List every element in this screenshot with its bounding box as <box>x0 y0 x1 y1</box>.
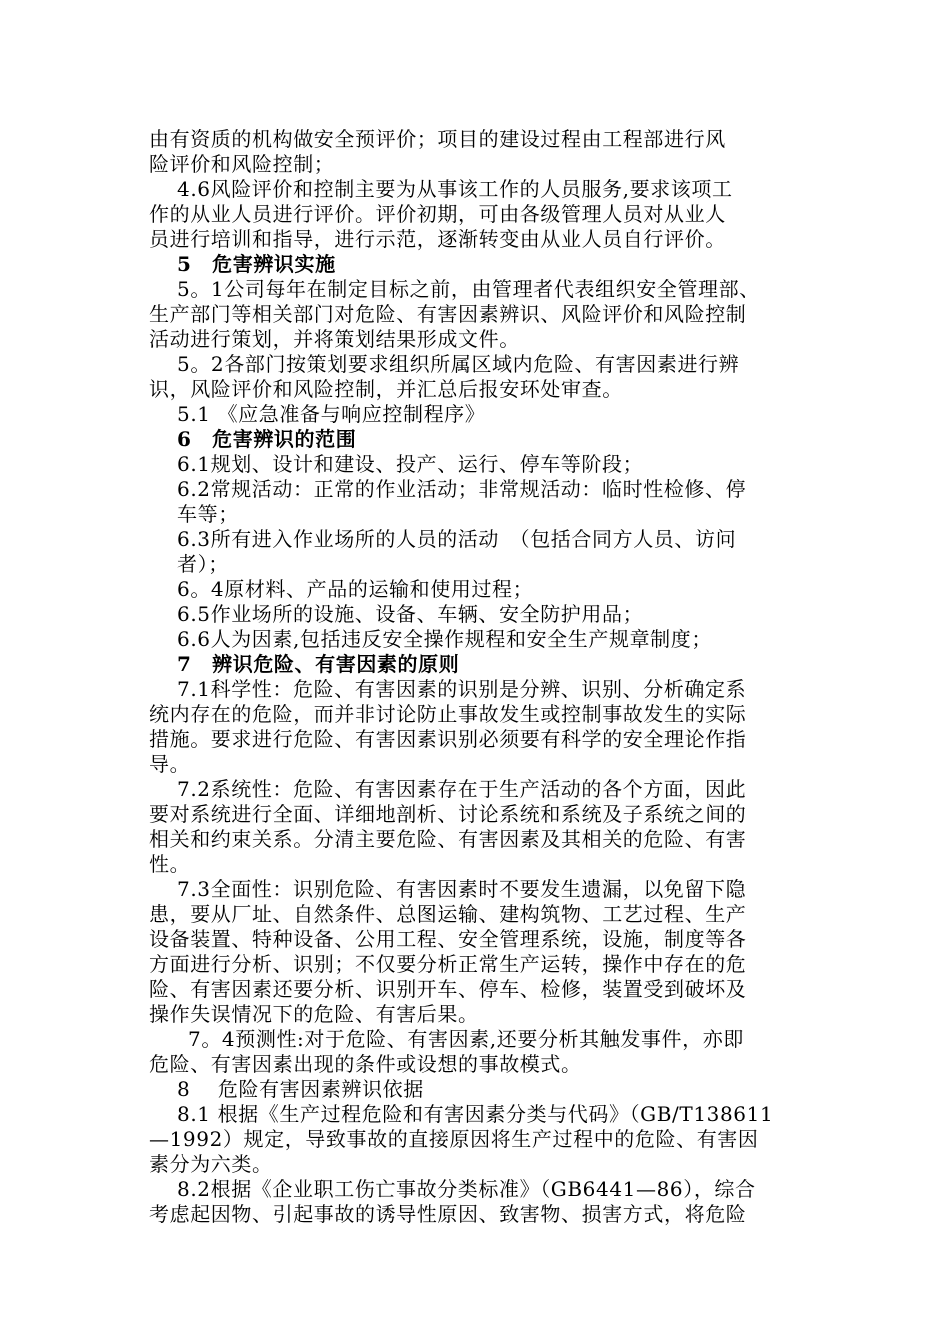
text-line: 5。1公司每年在制定目标之前，由管理者代表组织安全管理部、 <box>177 277 760 301</box>
text-line: 7.2系统性：危险、有害因素存在于生产活动的各个方面，因此 <box>177 777 747 801</box>
text-line: 6.3所有进入作业场所的人员的活动 （包括合同方人员、访问 <box>177 527 737 551</box>
text-line: 7.1科学性：危险、有害因素的识别是分辨、识别、分析确定系 <box>177 677 747 701</box>
text-line: 作的从业人员进行评价。评价初期，可由各级管理人员对从业人 <box>149 202 726 226</box>
text-line: 由有资质的机构做安全预评价；项目的建设过程由工程部进行风 <box>149 127 726 151</box>
text-line: 设备装置、特种设备、公用工程、安全管理系统，设施，制度等各 <box>149 927 747 951</box>
text-line: 患，要从厂址、自然条件、总图运输、建构筑物、工艺过程、生产 <box>149 902 747 926</box>
text-line: 7。4预测性:对于危险、有害因素,还要分析其触发事件，亦即 <box>188 1027 744 1051</box>
text-line: 4.6风险评价和控制主要为从事该工作的人员服务,要求该项工 <box>177 177 733 201</box>
text-line: 6。4原材料、产品的运输和使用过程； <box>177 577 534 601</box>
text-line: 相关和约束关系。分清主要危险、有害因素及其相关的危险、有害 <box>149 827 747 851</box>
section-heading: 6 危害辨识的范围 <box>177 427 357 451</box>
text-line: 生产部门等相关部门对危险、有害因素辨识、风险评价和风险控制 <box>149 302 747 326</box>
text-line: 素分为六类。 <box>149 1152 273 1176</box>
text-line: 员进行培训和指导，进行示范，逐渐转变由从业人员自行评价。 <box>149 227 726 251</box>
text-line: 8.1 根据《生产过程危险和有害因素分类与代码》（GB/T138611 <box>177 1102 774 1126</box>
text-line: 8 危险有害因素辨识依据 <box>177 1077 424 1101</box>
section-heading: 7 辨识危险、有害因素的原则 <box>177 652 460 676</box>
text-line: 考虑起因物、引起事故的诱导性原因、致害物、损害方式，将危险 <box>149 1202 747 1226</box>
text-line: 识，风险评价和风险控制，并汇总后报安环处审查。 <box>149 377 623 401</box>
text-line: 5。2各部门按策划要求组织所属区域内危险、有害因素进行辨 <box>177 352 740 376</box>
text-line: 操作失误情况下的危险、有害后果。 <box>149 1002 479 1026</box>
text-line: 险评价和风险控制； <box>149 152 335 176</box>
text-line: 7.3全面性：识别危险、有害因素时不要发生遗漏，以免留下隐 <box>177 877 747 901</box>
text-line: 性。 <box>149 852 191 876</box>
text-line: 险、有害因素还要分析、识别开车、停车、检修，装置受到破坏及 <box>149 977 747 1001</box>
text-line: 6.5作业场所的设施、设备、车辆、安全防护用品； <box>177 602 644 626</box>
text-line: 措施。要求进行危险、有害因素识别必须要有科学的安全理论作指 <box>149 727 747 751</box>
text-line: 统内存在的危险，而并非讨论防止事故发生或控制事故发生的实际 <box>149 702 747 726</box>
text-line: 危险、有害因素出现的条件或设想的事故模式。 <box>149 1052 582 1076</box>
text-line: 6.2常规活动：正常的作业活动；非常规活动：临时性检修、停 <box>177 477 747 501</box>
text-line: 活动进行策划，并将策划结果形成文件。 <box>149 327 520 351</box>
text-line: 者）； <box>177 552 229 576</box>
section-heading: 5 危害辨识实施 <box>177 252 336 276</box>
text-line: 方面进行分析、识别；不仅要分析正常生产运转，操作中存在的危 <box>149 952 747 976</box>
text-line: 导。 <box>149 752 191 776</box>
text-line: 车等； <box>177 502 239 526</box>
text-line: 要对系统进行全面、详细地剖析、讨论系统和系统及子系统之间的 <box>149 802 747 826</box>
text-line: 6.1规划、设计和建设、投产、运行、停车等阶段； <box>177 452 644 476</box>
text-line: 5.1 《应急准备与响应控制程序》 <box>177 402 486 426</box>
text-line: 6.6人为因素,包括违反安全操作规程和安全生产规章制度； <box>177 627 712 651</box>
text-line: —1992）规定，导致事故的直接原因将生产过程中的危险、有害因 <box>149 1127 759 1151</box>
text-line: 8.2根据《企业职工伤亡事故分类标准》（GB6441—86），综合 <box>177 1177 756 1201</box>
